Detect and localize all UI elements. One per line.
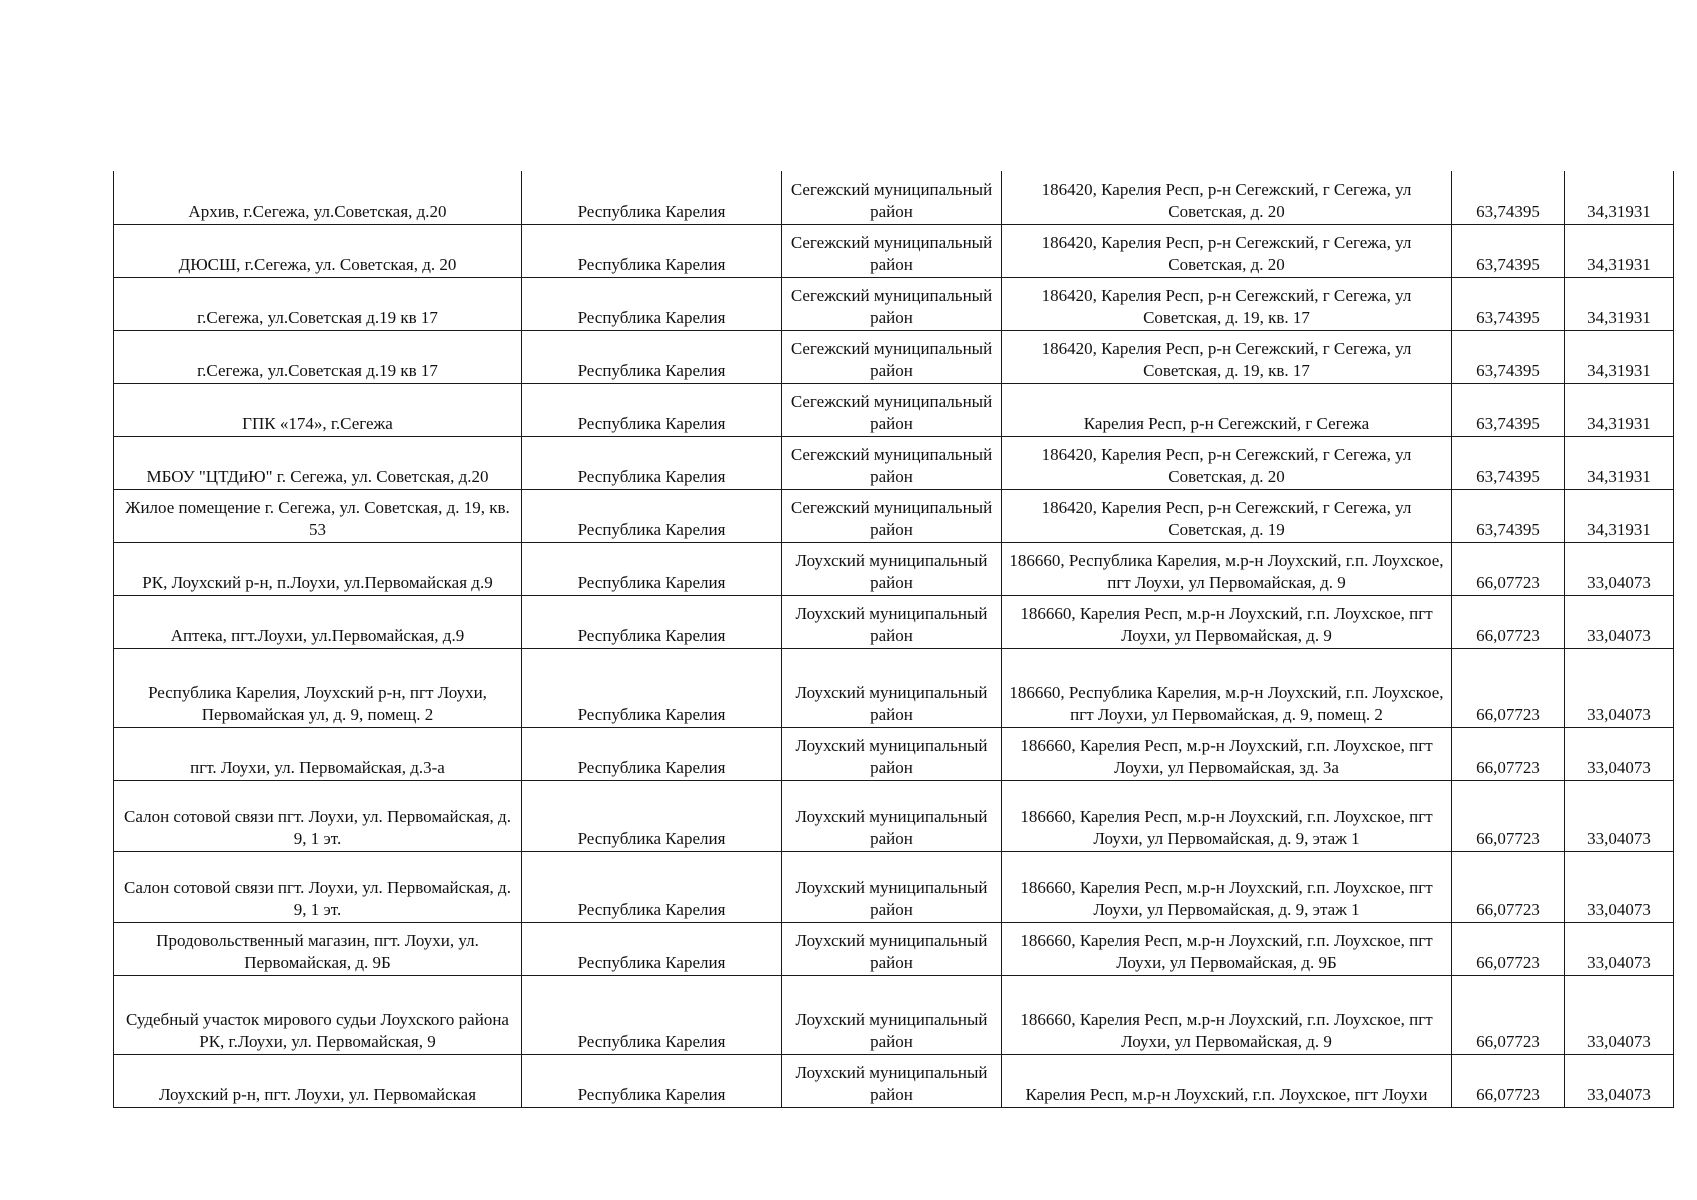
- cell-region: Республика Карелия: [522, 171, 782, 224]
- cell-object-name: Лоухский р-н, пгт. Лоухи, ул. Первомайская: [114, 1054, 522, 1107]
- cell-district: Сегежский муниципальный район: [782, 330, 1002, 383]
- table-row: [114, 727, 1674, 780]
- cell-district: Сегежский муниципальный район: [782, 277, 1002, 330]
- table-row: [114, 383, 1674, 436]
- cell-address: 186420, Карелия Респ, р-н Сегежский, г Сегежа, ул Советская, д. 20: [1002, 436, 1452, 489]
- cell-district: Лоухский муниципальный район: [782, 975, 1002, 1054]
- cell-longitude: 34,31931: [1565, 330, 1674, 383]
- cell-address: 186660, Карелия Респ, м.р-н Лоухский, г.п. Лоухское, пгт Лоухи, ул Первомайская, д. 9: [1002, 975, 1452, 1054]
- cell-object-name: Архив, г.Сегежа, ул.Советская, д.20: [114, 171, 522, 224]
- table-row: [114, 171, 1674, 224]
- cell-district: Сегежский муниципальный район: [782, 224, 1002, 277]
- cell-latitude: 66,07723: [1452, 727, 1565, 780]
- table-row: [114, 922, 1674, 975]
- cell-object-name: МБОУ "ЦТДиЮ" г. Сегежа, ул. Советская, д.20: [114, 436, 522, 489]
- cell-object-name: г.Сегежа, ул.Советская д.19 кв 17: [114, 277, 522, 330]
- cell-object-name: пгт. Лоухи, ул. Первомайская, д.3-а: [114, 727, 522, 780]
- cell-latitude: 63,74395: [1452, 224, 1565, 277]
- cell-latitude: 66,07723: [1452, 1054, 1565, 1107]
- cell-address: 186420, Карелия Респ, р-н Сегежский, г Сегежа, ул Советская, д. 20: [1002, 224, 1452, 277]
- cell-longitude: 33,04073: [1565, 975, 1674, 1054]
- cell-region: Республика Карелия: [522, 727, 782, 780]
- table-row: [114, 1054, 1674, 1107]
- cell-district: Лоухский муниципальный район: [782, 851, 1002, 922]
- table-row: [114, 595, 1674, 648]
- cell-region: Республика Карелия: [522, 224, 782, 277]
- cell-longitude: 34,31931: [1565, 277, 1674, 330]
- cell-region: Республика Карелия: [522, 489, 782, 542]
- table-row: [114, 330, 1674, 383]
- cell-longitude: 33,04073: [1565, 648, 1674, 727]
- cell-object-name: РК, Лоухский р-н, п.Лоухи, ул.Первомайская д.9: [114, 542, 522, 595]
- cell-latitude: 63,74395: [1452, 383, 1565, 436]
- cell-address: 186660, Республика Карелия, м.р-н Лоухский, г.п. Лоухское, пгт Лоухи, ул Первомайская, д. 9, помещ. 2: [1002, 648, 1452, 727]
- cell-longitude: 34,31931: [1565, 224, 1674, 277]
- cell-address: 186660, Республика Карелия, м.р-н Лоухский, г.п. Лоухское, пгт Лоухи, ул Первомайская, д. 9: [1002, 542, 1452, 595]
- cell-object-name: Продовольственный магазин, пгт. Лоухи, ул. Первомайская, д. 9Б: [114, 922, 522, 975]
- cell-district: Лоухский муниципальный район: [782, 780, 1002, 851]
- cell-longitude: 34,31931: [1565, 383, 1674, 436]
- cell-longitude: 34,31931: [1565, 436, 1674, 489]
- cell-latitude: 66,07723: [1452, 851, 1565, 922]
- table-row: [114, 851, 1674, 922]
- table-row: [114, 542, 1674, 595]
- cell-region: Республика Карелия: [522, 330, 782, 383]
- cell-latitude: 63,74395: [1452, 436, 1565, 489]
- cell-object-name: Жилое помещение г. Сегежа, ул. Советская, д. 19, кв. 53: [114, 489, 522, 542]
- cell-address: 186660, Карелия Респ, м.р-н Лоухский, г.п. Лоухское, пгт Лоухи, ул Первомайская, д. 9: [1002, 595, 1452, 648]
- cell-longitude: 33,04073: [1565, 851, 1674, 922]
- cell-address: 186420, Карелия Респ, р-н Сегежский, г Сегежа, ул Советская, д. 20: [1002, 171, 1452, 224]
- address-table: [113, 171, 1674, 1108]
- table-row: [114, 648, 1674, 727]
- cell-district: Лоухский муниципальный район: [782, 595, 1002, 648]
- cell-object-name: Салон сотовой связи пгт. Лоухи, ул. Первомайская, д. 9, 1 эт.: [114, 780, 522, 851]
- cell-address: Карелия Респ, м.р-н Лоухский, г.п. Лоухское, пгт Лоухи: [1002, 1054, 1452, 1107]
- cell-longitude: 33,04073: [1565, 542, 1674, 595]
- cell-region: Республика Карелия: [522, 975, 782, 1054]
- cell-region: Республика Карелия: [522, 542, 782, 595]
- cell-district: Лоухский муниципальный район: [782, 648, 1002, 727]
- cell-longitude: 33,04073: [1565, 780, 1674, 851]
- cell-longitude: 33,04073: [1565, 727, 1674, 780]
- table-row: [114, 975, 1674, 1054]
- table-row: [114, 436, 1674, 489]
- cell-district: Лоухский муниципальный район: [782, 922, 1002, 975]
- cell-latitude: 66,07723: [1452, 595, 1565, 648]
- cell-region: Республика Карелия: [522, 1054, 782, 1107]
- cell-address: 186420, Карелия Респ, р-н Сегежский, г Сегежа, ул Советская, д. 19, кв. 17: [1002, 277, 1452, 330]
- cell-address: Карелия Респ, р-н Сегежский, г Сегежа: [1002, 383, 1452, 436]
- cell-latitude: 63,74395: [1452, 171, 1565, 224]
- cell-address: 186660, Карелия Респ, м.р-н Лоухский, г.п. Лоухское, пгт Лоухи, ул Первомайская, д. 9Б: [1002, 922, 1452, 975]
- cell-district: Сегежский муниципальный район: [782, 489, 1002, 542]
- table-body: [114, 171, 1674, 1107]
- cell-object-name: ГПК «174», г.Сегежа: [114, 383, 522, 436]
- cell-longitude: 33,04073: [1565, 1054, 1674, 1107]
- cell-address: 186420, Карелия Респ, р-н Сегежский, г Сегежа, ул Советская, д. 19: [1002, 489, 1452, 542]
- cell-latitude: 63,74395: [1452, 489, 1565, 542]
- cell-latitude: 66,07723: [1452, 542, 1565, 595]
- cell-district: Лоухский муниципальный район: [782, 1054, 1002, 1107]
- cell-region: Республика Карелия: [522, 595, 782, 648]
- cell-region: Республика Карелия: [522, 277, 782, 330]
- cell-region: Республика Карелия: [522, 383, 782, 436]
- table-row: [114, 224, 1674, 277]
- cell-longitude: 33,04073: [1565, 595, 1674, 648]
- cell-longitude: 34,31931: [1565, 489, 1674, 542]
- cell-address: 186660, Карелия Респ, м.р-н Лоухский, г.п. Лоухское, пгт Лоухи, ул Первомайская, д. 9, этаж 1: [1002, 780, 1452, 851]
- cell-address: 186420, Карелия Респ, р-н Сегежский, г Сегежа, ул Советская, д. 19, кв. 17: [1002, 330, 1452, 383]
- cell-region: Республика Карелия: [522, 436, 782, 489]
- table-row: [114, 489, 1674, 542]
- cell-district: Сегежский муниципальный район: [782, 383, 1002, 436]
- cell-latitude: 66,07723: [1452, 922, 1565, 975]
- cell-object-name: Салон сотовой связи пгт. Лоухи, ул. Первомайская, д. 9, 1 эт.: [114, 851, 522, 922]
- cell-district: Сегежский муниципальный район: [782, 171, 1002, 224]
- cell-longitude: 34,31931: [1565, 171, 1674, 224]
- cell-district: Сегежский муниципальный район: [782, 436, 1002, 489]
- cell-latitude: 63,74395: [1452, 330, 1565, 383]
- cell-district: Лоухский муниципальный район: [782, 727, 1002, 780]
- cell-district: Лоухский муниципальный район: [782, 542, 1002, 595]
- cell-latitude: 66,07723: [1452, 648, 1565, 727]
- table-row: [114, 780, 1674, 851]
- cell-region: Республика Карелия: [522, 922, 782, 975]
- cell-region: Республика Карелия: [522, 851, 782, 922]
- cell-latitude: 63,74395: [1452, 277, 1565, 330]
- cell-object-name: Судебный участок мирового судьи Лоухского района РК, г.Лоухи, ул. Первомайская, 9: [114, 975, 522, 1054]
- cell-longitude: 33,04073: [1565, 922, 1674, 975]
- cell-latitude: 66,07723: [1452, 975, 1565, 1054]
- cell-region: Республика Карелия: [522, 648, 782, 727]
- cell-object-name: г.Сегежа, ул.Советская д.19 кв 17: [114, 330, 522, 383]
- cell-latitude: 66,07723: [1452, 780, 1565, 851]
- table-row: [114, 277, 1674, 330]
- cell-region: Республика Карелия: [522, 780, 782, 851]
- cell-address: 186660, Карелия Респ, м.р-н Лоухский, г.п. Лоухское, пгт Лоухи, ул Первомайская, д. 9, этаж 1: [1002, 851, 1452, 922]
- cell-address: 186660, Карелия Респ, м.р-н Лоухский, г.п. Лоухское, пгт Лоухи, ул Первомайская, зд. 3а: [1002, 727, 1452, 780]
- cell-object-name: Республика Карелия, Лоухский р-н, пгт Лоухи, Первомайская ул, д. 9, помещ. 2: [114, 648, 522, 727]
- cell-object-name: ДЮСШ, г.Сегежа, ул. Советская, д. 20: [114, 224, 522, 277]
- cell-object-name: Аптека, пгт.Лоухи, ул.Первомайская, д.9: [114, 595, 522, 648]
